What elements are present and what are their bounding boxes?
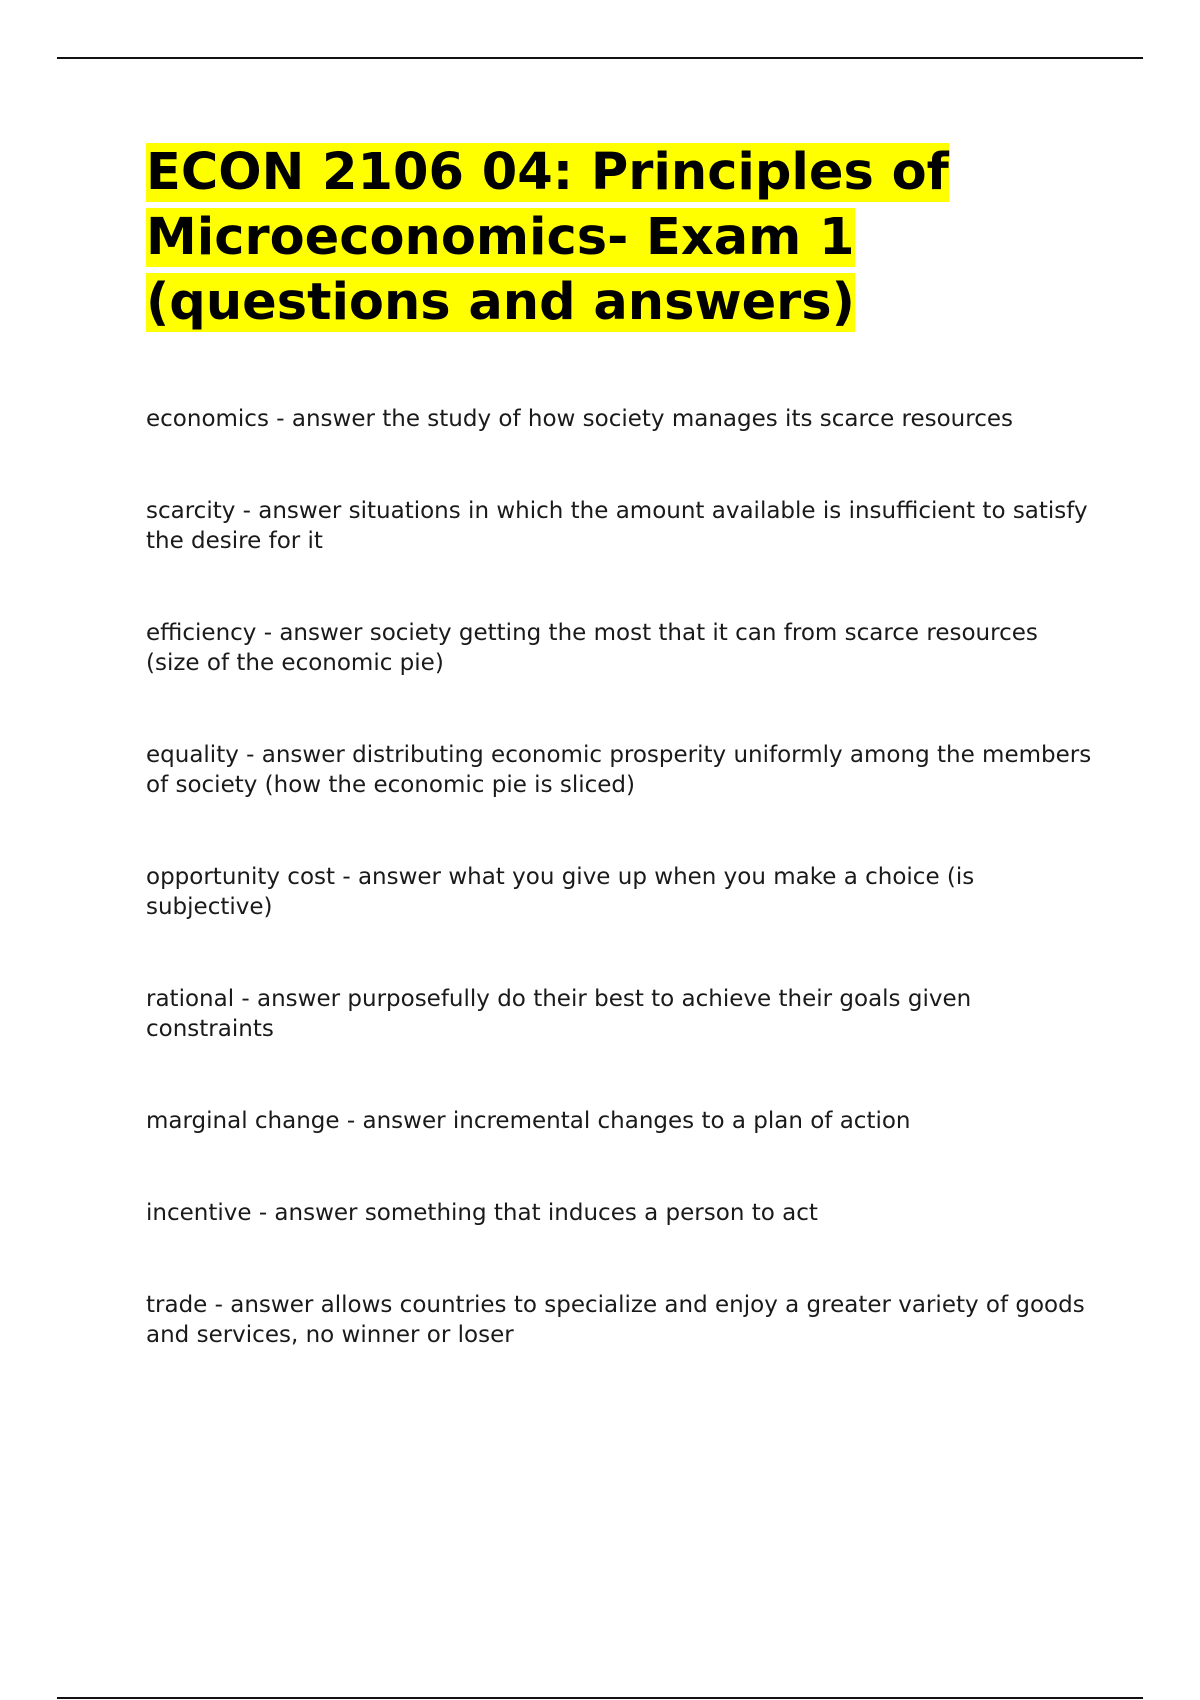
top-rule — [57, 57, 1143, 59]
qa-item-trade: trade - answer allows countries to specialize and enjoy a greater variety of goods and services, no winner or loser — [146, 1292, 1085, 1348]
qa-item-scarcity: scarcity - answer situations in which the amount available is insufficient to satisfy the desire for it — [146, 498, 1088, 554]
qa-item-rational: rational - answer purposefully do their best to achieve their goals given constraints — [146, 986, 972, 1042]
qa-item-efficiency: efficiency - answer society getting the most that it can from scarce resources (size of the economic pie) — [146, 620, 1038, 676]
qa-list — [146, 404, 1096, 1412]
bottom-rule — [57, 1697, 1143, 1699]
document-title-text: ECON 2106 04: Principles of Microeconomics- Exam 1 (questions and answers) — [146, 143, 949, 332]
document-title — [146, 140, 1046, 335]
qa-item-equality: equality - answer distributing economic prosperity uniformly among the members of society (how the economic pie is sliced) — [146, 742, 1092, 798]
qa-item-marginal-change: marginal change - answer incremental changes to a plan of action — [146, 1108, 911, 1134]
qa-item-incentive: incentive - answer something that induces a person to act — [146, 1200, 818, 1226]
qa-item-economics: economics - answer the study of how society manages its scarce resources — [146, 406, 1013, 432]
qa-item-opportunity-cost: opportunity cost - answer what you give up when you make a choice (is subjective) — [146, 864, 975, 920]
